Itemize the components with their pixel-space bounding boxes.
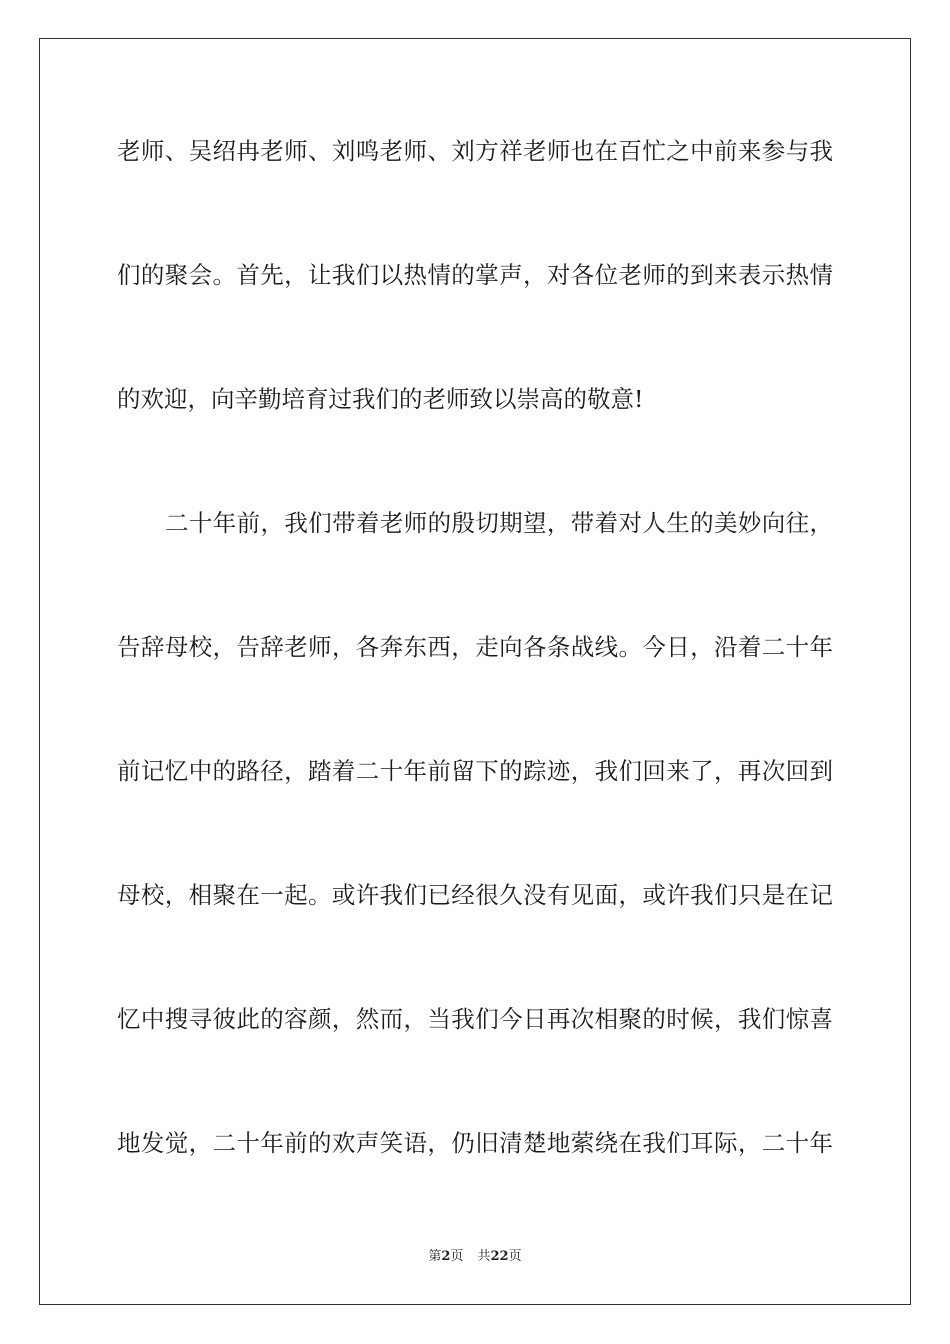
- page-border: [39, 38, 911, 1305]
- total-prefix: 共: [477, 1249, 491, 1264]
- total-suffix: 页: [508, 1249, 522, 1264]
- body-text-line: 的欢迎，向辛勤培育过我们的老师致以崇高的敬意!: [117, 385, 644, 413]
- page-footer: [0, 1248, 950, 1266]
- body-text-line: 老师、吴绍冉老师、刘鸣老师、刘方祥老师也在百忙之中前来参与我: [117, 137, 833, 165]
- body-text-line: 母校，相聚在一起。或许我们已经很久没有见面，或许我们只是在记: [117, 881, 833, 909]
- body-text-line: 告辞母校，告辞老师，各奔东西，走向各条战线。今日，沿着二十年: [117, 633, 833, 661]
- paragraph-first-line: 二十年前，我们带着老师的殷切期望，带着对人生的美妙向往，: [165, 509, 833, 537]
- page-prefix: 第: [428, 1249, 442, 1264]
- body-text-line: 前记忆中的路径，踏着二十年前留下的踪迹，我们回来了，再次回到: [117, 757, 833, 785]
- body-text-line: 们的聚会。首先，让我们以热情的掌声，对各位老师的到来表示热情: [117, 261, 833, 289]
- total-pages: 22: [490, 1249, 509, 1264]
- page-suffix: 页: [450, 1249, 464, 1264]
- page-number: 2: [441, 1249, 451, 1264]
- body-text-line: 地发觉，二十年前的欢声笑语，仍旧清楚地萦绕在我们耳际，二十年: [117, 1129, 833, 1157]
- body-text-line: 忆中搜寻彼此的容颜，然而，当我们今日再次相聚的时候，我们惊喜: [117, 1005, 833, 1033]
